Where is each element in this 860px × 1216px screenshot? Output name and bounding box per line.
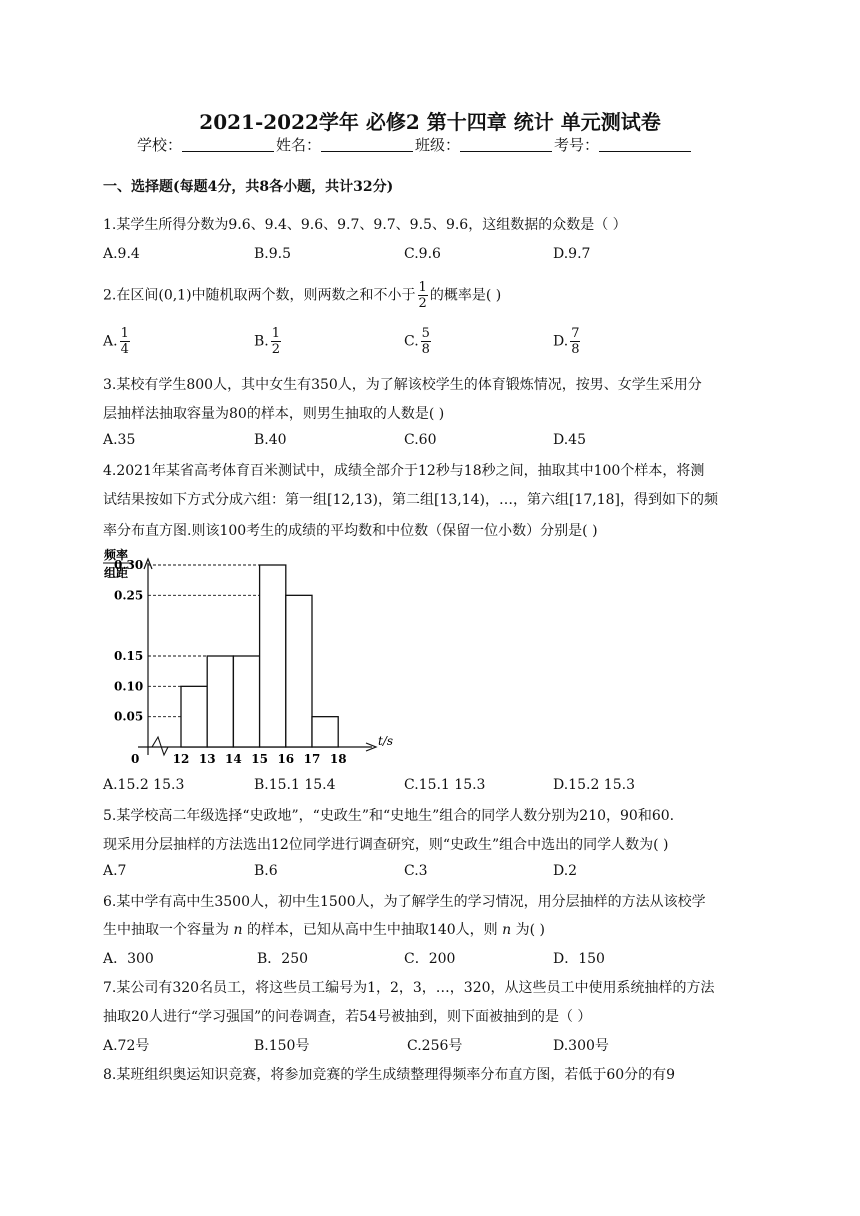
q5-option-b[interactable]: B.6 [254,863,278,879]
q2-option-b[interactable]: B. $\frac{1}{2}$ [254,326,281,357]
exam-number-blank[interactable] [599,137,691,152]
q6-option-a[interactable]: A．300 [103,951,154,967]
q4-option-a[interactable]: A.15.2 15.3 [103,777,185,793]
q1-option-c[interactable]: C.9.6 [404,246,441,262]
page-title: 2021-2022学年 必修2 第十四章 统计 单元测试卷 [199,110,661,134]
q6-option-c[interactable]: C．200 [404,951,456,967]
q2-option-d[interactable]: D. $\frac{7}{8}$ [553,326,580,357]
q2-option-c[interactable]: C. $\frac{5}{8}$ [404,326,430,357]
question-7-line-2: 抽取20人进行“学习强国”的问卷调查，若54号被抽到，则下面被抽到的是（ ） [103,1009,592,1025]
q7-option-a[interactable]: A.72号 [103,1038,150,1054]
question-5-line-2: 现采用分层抽样的方法选出12位同学进行调查研究，则“史政生”组合中选出的同学人数为( ) [103,837,669,853]
name-blank[interactable] [321,137,413,152]
section-heading: 一、选择题(每题4分，共8各小题，共计32分) [103,179,394,195]
x-tick-label: 16 [277,752,295,766]
q5-option-a[interactable]: A.7 [103,863,127,879]
y-tick-label: 0.10 [114,679,144,694]
q3-option-a[interactable]: A.35 [103,432,136,448]
q3-option-d[interactable]: D.45 [553,432,586,448]
variable-n: n [233,922,243,938]
q7-option-c[interactable]: C.256号 [407,1038,463,1054]
histogram-bar [312,717,338,747]
axis-break [152,737,168,755]
question-6-line-1: 6.某中学有高中生3500人，初中生1500人，为了解学生的学习情况，用分层抽样的方法从该校学 [103,894,706,910]
q1-option-b[interactable]: B.9.5 [254,246,292,262]
y-tick-label: 0.15 [114,649,144,663]
x-tick-label: 13 [198,752,216,766]
y-tick-label: 0.05 [114,709,144,724]
q4-option-b[interactable]: B.15.1 15.4 [254,777,336,793]
q5-option-d[interactable]: D.2 [553,863,578,879]
y-tick-label: 0.30 [114,558,144,572]
q6-option-b[interactable]: B．250 [257,951,309,967]
question-5-line-1: 5.某学校高二年级选择“史政地”，“史政生”和“史地生”组合的同学人数分别为210，90和60. [103,808,675,824]
question-4-line-1: 4.2021年某省高考体育百米测试中，成绩全部介于12秒与18秒之间，抽取其中100个样本，将测 [103,463,705,479]
question-6-line-2: 生中抽取一个容量为 n 的样本，已知从高中生中抽取140人，则 n 为( ) [103,922,545,938]
school-blank[interactable] [182,137,274,152]
name-label: 姓名： [276,136,322,154]
x-tick-label: 15 [251,752,268,766]
exam-number-label: 考号： [554,136,600,154]
q6-option-d[interactable]: D．150 [553,951,605,967]
question-3-line-1: 3.某校有学生800人，其中女生有350人，为了解该校学生的体育锻炼情况，按男、女学生采用分 [103,377,702,393]
class-blank[interactable] [460,137,552,152]
frequency-histogram [100,545,400,767]
y-label-bottom: 组距 [104,566,129,580]
q1-option-a[interactable]: A.9.4 [103,246,140,262]
histogram-bar [181,686,207,747]
question-2-stem: 2.在区间(0,1)中随机取两个数，则两数之和不小于 $\frac{1}{2}$ 的概率是( ) [103,280,502,311]
variable-n: n [502,922,512,938]
x-tick-label: 17 [303,752,321,766]
x-tick-label: 14 [225,752,242,766]
school-label: 学校： [137,136,183,154]
q4-option-d[interactable]: D.15.2 15.3 [553,777,635,793]
origin-label: 0 [131,752,140,766]
y-tick-label: 0.25 [114,588,144,603]
x-tick-label: 18 [329,752,347,766]
question-7-line-1: 7.某公司有320名员工，将这些员工编号为1，2，3，…，320，从这些员工中使用系统抽样的方法 [103,980,715,996]
histogram-bar [260,565,286,747]
q7-option-d[interactable]: D.300号 [553,1038,609,1054]
q3-option-c[interactable]: C.60 [404,432,437,448]
q5-option-c[interactable]: C.3 [404,863,428,879]
question-4-line-3: 率分布直方图.则该100考生的成绩的平均数和中位数（保留一位小数）分别是( ) [103,523,598,539]
q2-option-a[interactable]: A. $\frac{1}{4}$ [103,326,129,357]
q1-option-d[interactable]: D.9.7 [553,246,591,262]
y-label-top: 频率 [104,548,129,562]
class-label: 班级： [415,136,461,154]
histogram-bar [286,595,312,747]
histogram-bar [207,656,233,747]
q3-option-b[interactable]: B.40 [254,432,287,448]
q4-option-c[interactable]: C.15.1 15.3 [404,777,486,793]
question-8-line-1: 8.某班组织奥运知识竞赛，将参加竞赛的学生成绩整理得频率分布直方图，若低于60分的有9 [103,1067,676,1083]
question-4-line-2: 试结果按如下方式分成六组：第一组[12,13)，第二组[13,14)，…，第六组[17,18]，得到如下的频 [103,492,719,508]
x-axis-label: t/s [378,734,394,748]
fraction-one-half: $\frac{1}{2}$ [418,280,427,311]
x-tick-label: 12 [172,752,190,766]
question-3-line-2: 层抽样法抽取容量为80的样本，则男生抽取的人数是( ) [103,406,445,422]
student-info-row [137,134,693,155]
histogram-bar [233,656,259,747]
question-1-stem: 1.某学生所得分数为9.6、9.4、9.6、9.7、9.7、9.5、9.6，这组数据的众数是（ ） [103,217,627,233]
q7-option-b[interactable]: B.150号 [254,1038,310,1054]
